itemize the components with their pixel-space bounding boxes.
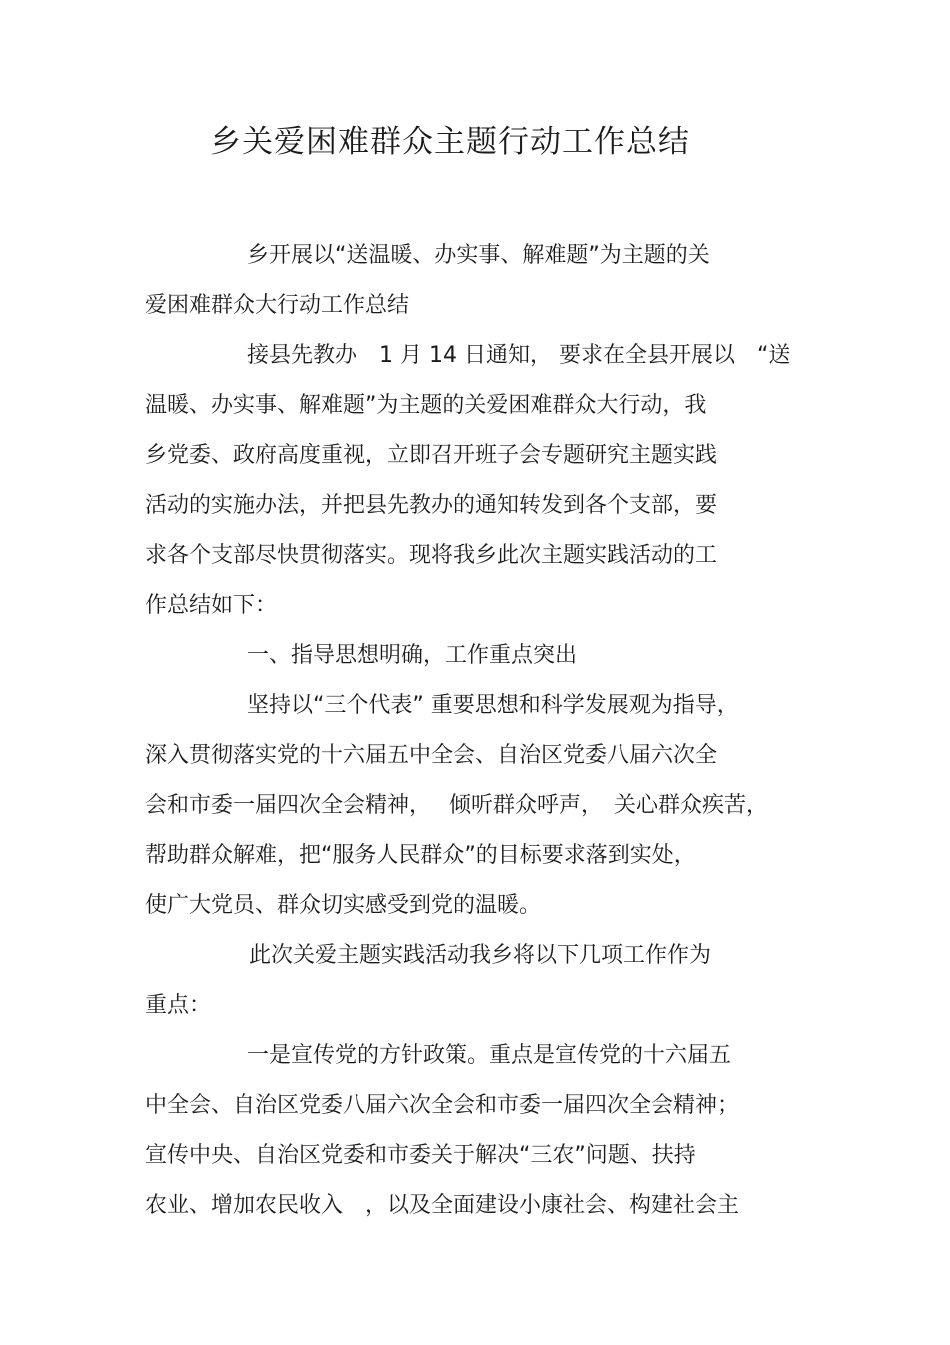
paragraph-line: 此次关爱主题实践活动我乡将以下几项工作作为 [249,943,712,968]
paragraph-line: 使广大党员、群众切实感受到党的温暖。 [145,893,542,918]
paragraph-line: 会和市委一届四次全会精神， 倾听群众呼声， 关心群众疾苦， [145,793,768,818]
paragraph-line: 乡开展以“送温暖、办实事、解难题”为主题的关 [247,243,710,268]
paragraph-line: 接县先教办 1 月 14 日通知， 要求在全县开展以 “送 [247,343,791,368]
paragraph-line: 温暖、办实事、解难题”为主题的关爱困难群众大行动，我 [145,393,707,418]
paragraph-line: 宣传中央、自治区党委和市委关于解决“三农”问题、扶持 [145,1143,696,1168]
paragraph-line: 坚持以“三个代表” 重要思想和科学发展观为指导， [247,693,739,718]
section-heading: 一、指导思想明确，工作重点突出 [247,643,578,668]
paragraph-line: 爱困难群众大行动工作总结 [145,293,410,318]
paragraph-line: 一是宣传党的方针政策。重点是宣传党的十六届五 [247,1043,732,1068]
paragraph-line: 乡党委、政府高度重视，立即召开班子会专题研究主题实践 [145,443,718,468]
paragraph-line: 帮助群众解难，把“服务人民群众”的目标要求落到实处， [145,843,696,868]
paragraph-line: 中全会、自治区党委八届六次全会和市委一届四次全会精神； [145,1093,740,1118]
paragraph-line: 农业、增加农民收入 ，以及全面建设小康社会、构建社会主 [145,1193,740,1218]
paragraph-line: 求各个支部尽快贯彻落实。现将我乡此次主题实践活动的工 [145,543,718,568]
document-title: 乡关爱困难群众主题行动工作总结 [210,124,690,160]
paragraph-line: 作总结如下： [145,593,278,618]
paragraph-line: 重点： [145,993,212,1018]
paragraph-line: 活动的实施办法，并把县先教办的通知转发到各个支部，要 [145,493,718,518]
paragraph-line: 深入贯彻落实党的十六届五中全会、自治区党委八届六次全 [145,743,718,768]
